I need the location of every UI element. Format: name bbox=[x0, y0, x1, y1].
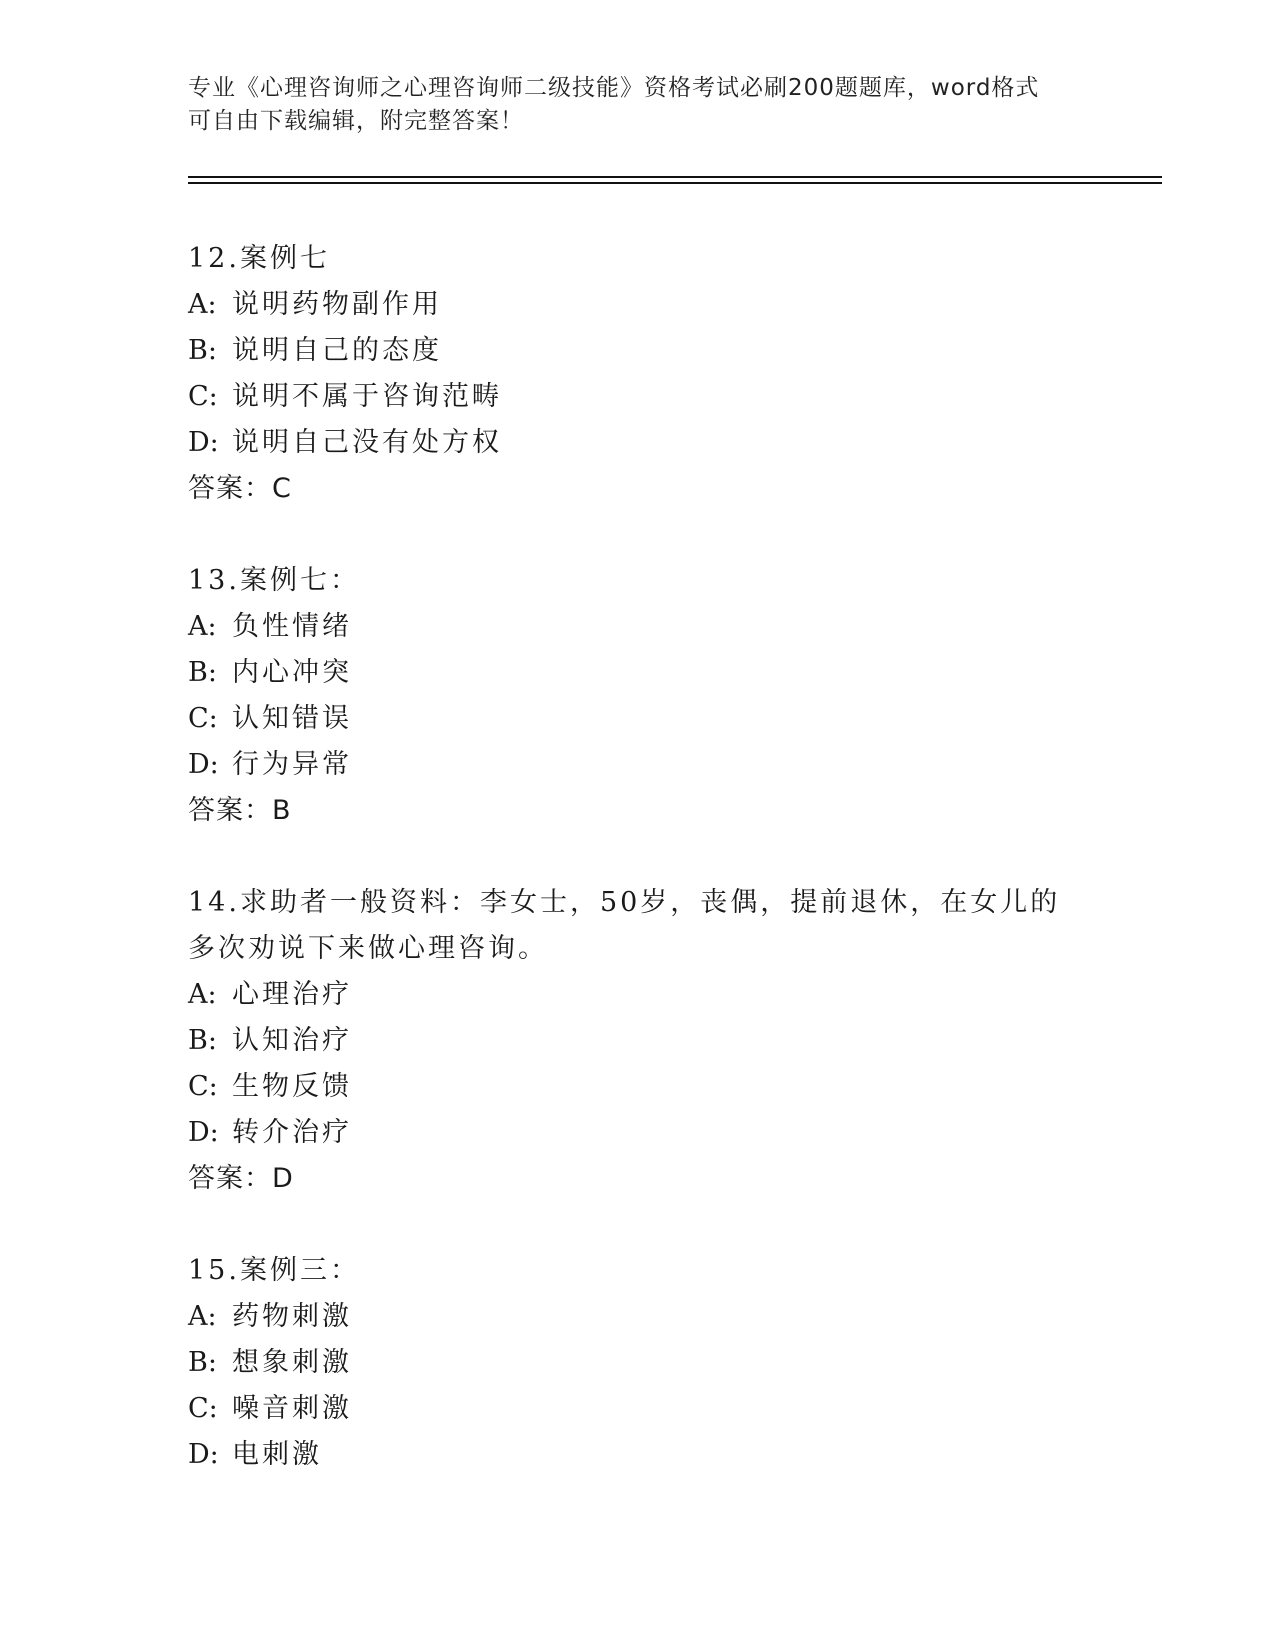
option-b bbox=[188, 650, 1108, 696]
option-a bbox=[188, 282, 1108, 328]
option-d bbox=[188, 742, 1108, 788]
option-text: 说明不属于咨询范畴 bbox=[232, 381, 502, 412]
option-b bbox=[188, 1340, 1108, 1386]
option-letter: B: bbox=[188, 1347, 217, 1378]
option-letter: C: bbox=[188, 1393, 218, 1424]
option-c bbox=[188, 374, 1108, 420]
option-text: 转介治疗 bbox=[232, 1117, 352, 1148]
option-text: 认知错误 bbox=[232, 703, 352, 734]
option-letter: A: bbox=[188, 611, 217, 642]
document-header bbox=[188, 72, 1088, 138]
question-15 bbox=[188, 1248, 1108, 1478]
option-d bbox=[188, 1110, 1108, 1156]
option-a bbox=[188, 972, 1108, 1018]
option-text: 想象刺激 bbox=[232, 1347, 352, 1378]
question-13 bbox=[188, 558, 1108, 834]
option-c bbox=[188, 696, 1108, 742]
option-letter: B: bbox=[188, 657, 217, 688]
option-letter: A: bbox=[188, 979, 217, 1010]
question-stem: 15.案例三： bbox=[188, 1255, 360, 1286]
header-divider-top bbox=[188, 176, 1162, 178]
option-text: 认知治疗 bbox=[232, 1025, 352, 1056]
option-letter: A: bbox=[188, 1301, 217, 1332]
option-letter: C: bbox=[188, 703, 218, 734]
question-list bbox=[188, 236, 1108, 1524]
option-text: 生物反馈 bbox=[232, 1071, 352, 1102]
option-letter: C: bbox=[188, 1071, 218, 1102]
option-letter: A: bbox=[188, 289, 217, 320]
header-line-1: 专业《心理咨询师之心理咨询师二级技能》资格考试必刷200题题库，word格式 bbox=[188, 75, 1040, 101]
option-c bbox=[188, 1064, 1108, 1110]
option-a bbox=[188, 1294, 1108, 1340]
option-letter: D: bbox=[188, 749, 219, 780]
option-b bbox=[188, 1018, 1108, 1064]
option-text: 噪音刺激 bbox=[232, 1393, 352, 1424]
option-d bbox=[188, 420, 1108, 466]
option-text: 说明自己的态度 bbox=[232, 335, 442, 366]
question-14 bbox=[188, 880, 1108, 1202]
option-text: 内心冲突 bbox=[232, 657, 352, 688]
option-text: 心理治疗 bbox=[232, 979, 352, 1010]
option-text: 行为异常 bbox=[232, 749, 352, 780]
question-stem: 13.案例七： bbox=[188, 565, 360, 596]
option-letter: C: bbox=[188, 381, 218, 412]
option-b bbox=[188, 328, 1108, 374]
option-d bbox=[188, 1432, 1108, 1478]
option-letter: B: bbox=[188, 335, 217, 366]
question-12 bbox=[188, 236, 1108, 512]
option-c bbox=[188, 1386, 1108, 1432]
option-text: 说明药物副作用 bbox=[232, 289, 442, 320]
header-divider-bottom bbox=[188, 182, 1162, 184]
header-line-2: 可自由下载编辑，附完整答案！ bbox=[188, 108, 524, 134]
option-text: 电刺激 bbox=[232, 1439, 322, 1470]
option-letter: B: bbox=[188, 1025, 217, 1056]
answer-line: 答案：D bbox=[188, 1163, 294, 1194]
option-text: 说明自己没有处方权 bbox=[232, 427, 502, 458]
option-text: 药物刺激 bbox=[232, 1301, 352, 1332]
option-letter: D: bbox=[188, 1117, 219, 1148]
answer-line: 答案：B bbox=[188, 795, 292, 826]
answer-line: 答案：C bbox=[188, 473, 292, 504]
option-a bbox=[188, 604, 1108, 650]
question-stem: 12.案例七 bbox=[188, 243, 330, 274]
option-letter: D: bbox=[188, 1439, 219, 1470]
option-text: 负性情绪 bbox=[232, 611, 352, 642]
option-letter: D: bbox=[188, 427, 219, 458]
question-stem: 14.求助者一般资料：李女士，50岁，丧偶，提前退休，在女儿的多次劝说下来做心理咨询。 bbox=[188, 887, 1061, 964]
